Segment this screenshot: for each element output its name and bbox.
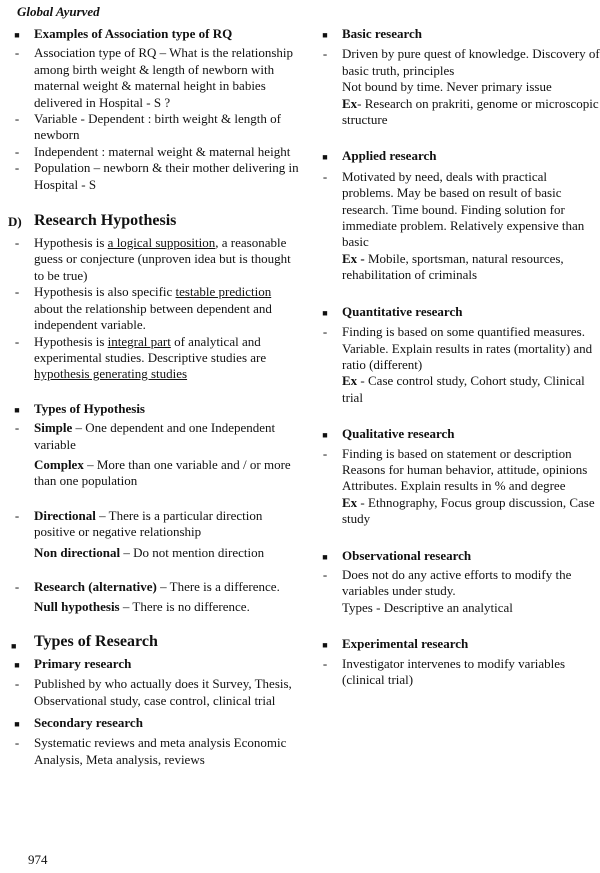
types-hypothesis-heading: ■ Types of Hypothesis (6, 401, 302, 417)
list-item: Types - Descriptive an analytical (342, 599, 513, 615)
page-number: 974 (28, 852, 48, 867)
list-item: Ex- Research on prakriti, genome or microscopic structure (342, 95, 599, 128)
experimental-research-heading: ■ Experimental research (314, 636, 600, 652)
basic-research-section (314, 26, 600, 128)
types-of-hypothesis-section (6, 401, 302, 616)
quantitative-research-heading: ■ Quantitative research (314, 304, 600, 320)
square-bullet-icon: ■ (11, 640, 17, 651)
square-bullet-icon: ■ (322, 551, 328, 562)
types-research-heading: ■ Types of Research (6, 632, 302, 652)
applied-research-heading: ■ Applied research (314, 148, 600, 164)
list-item: - Population – newborn & their mother delivering in Hospital - S (14, 160, 299, 192)
square-bullet-icon: ■ (14, 404, 20, 415)
list-item: - Motivated by need, deals with practical problems. May be based on result of basic research. Time bound. Finding solution for immediate problem. Relatively expensive than basic (322, 168, 585, 250)
running-header: Global Ayurved (17, 4, 100, 19)
square-bullet-icon: ■ (14, 659, 20, 670)
observational-research-heading: ■ Observational research (314, 548, 600, 564)
experimental-research-section (314, 636, 600, 688)
quantitative-research-section (314, 304, 600, 406)
list-item: - Systematic reviews and meta analysis Economic Analysis, Meta analysis, reviews (14, 735, 287, 767)
basic-research-heading: ■ Basic research (314, 26, 600, 42)
list-item: Attributes. Explain results in % and degree (342, 478, 566, 494)
applied-research-section (314, 148, 600, 283)
list-item: - Research (alternative) – There is a difference. (14, 578, 280, 594)
right-column (314, 26, 600, 700)
list-item: - Published by who actually does it Survey, Thesis, Observational study, case control, clinical trial (14, 676, 292, 708)
square-bullet-icon: ■ (322, 30, 328, 40)
list-item: - Independent : maternal weight & maternal height (14, 143, 291, 159)
hypothesis-heading: D) Research Hypothesis (8, 212, 177, 230)
secondary-research-heading: ■ Secondary research (6, 715, 302, 731)
list-item: Non directional – Do not mention direction (34, 544, 265, 560)
list-item: - Hypothesis is integral part of analytical and experimental studies. Descriptive studies are hypothesis generating studies (14, 333, 267, 382)
list-item: - Directional – There is a particular direction positive or negative relationship (14, 507, 263, 540)
square-bullet-icon: ■ (322, 430, 328, 441)
association-heading: ■ Examples of Association type of RQ (6, 26, 302, 42)
square-bullet-icon: ■ (322, 152, 328, 163)
list-item: - Hypothesis is a logical supposition, a reasonable guess or conjecture (unproven idea but is thought to be true) (14, 235, 291, 283)
square-bullet-icon: ■ (322, 307, 328, 318)
list-item: - Does not do any active efforts to modify the variables under study. (322, 566, 572, 599)
list-item: - Driven by pure quest of knowledge. Discovery of basic truth, principles (322, 46, 600, 78)
primary-research-heading: ■ Primary research (6, 656, 302, 672)
observational-research-section (314, 548, 600, 617)
qualitative-research-section (314, 426, 600, 527)
association-section (6, 26, 302, 193)
list-item: - Investigator intervenes to modify variables (clinical trial) (322, 655, 566, 687)
list-item: Reasons for human behavior, attitude, opinions (342, 461, 588, 477)
left-column (6, 26, 302, 780)
hypothesis-section (6, 211, 302, 383)
list-item: - Simple – One dependent and one Independent variable (14, 420, 276, 452)
list-item: Complex – More than one variable and / or more than one population (34, 456, 291, 489)
list-item: - Hypothesis is also specific testable prediction about the relationship between dependent and independent variable. (14, 284, 272, 333)
types-of-research-section (6, 632, 302, 768)
list-item: Null hypothesis – There is no difference. (34, 599, 250, 615)
list-item: - Finding is based on some quantified measures. Variable. Explain results in rates (mortality) and ratio (different) (322, 324, 593, 372)
list-item: Ex - Ethnography, Focus group discussion, Case study (342, 494, 595, 527)
square-bullet-icon: ■ (14, 719, 20, 729)
square-bullet-icon: ■ (14, 30, 20, 40)
list-item: Ex - Mobile, sportsman, natural resources, rehabilitation of criminals (342, 250, 564, 283)
list-item: - Variable - Dependent : birth weight & length of newborn (14, 111, 281, 143)
list-item: Not bound by time. Never primary issue (342, 79, 552, 95)
qualitative-research-heading: ■ Qualitative research (314, 426, 600, 442)
list-item: - Finding is based on statement or description (322, 445, 572, 461)
list-item: - Association type of RQ – What is the relationship among birth weight & length of newborn with maternal weight & maternal height in babies delivered in Hospital - S ? (14, 45, 293, 110)
square-bullet-icon: ■ (322, 640, 328, 651)
list-item: Ex - Case control study, Cohort study, Clinical trial (342, 373, 585, 405)
